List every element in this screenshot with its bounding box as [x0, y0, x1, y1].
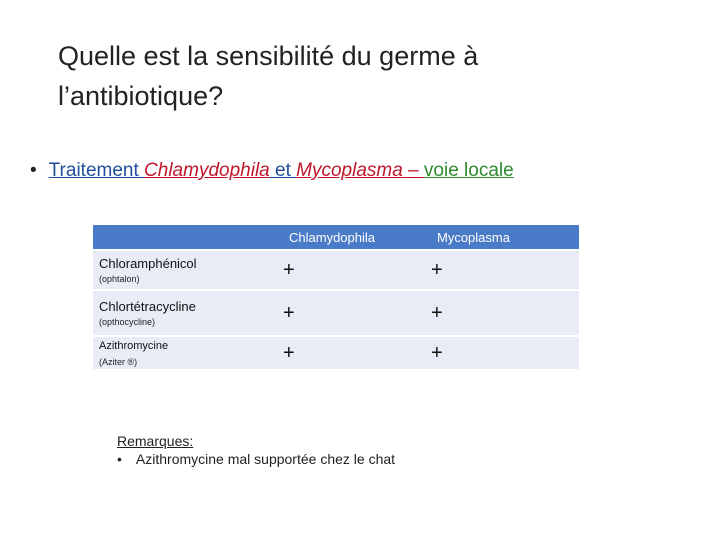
remarks-heading: Remarques: [117, 433, 194, 449]
header-cell-empty [93, 225, 283, 250]
remarks-item-text: Azithromycine mal supportée chez le chat [135, 451, 396, 467]
treatment-bullet [30, 160, 514, 182]
drug-cell [93, 290, 283, 336]
bullet-text-traitement: Traitement [48, 160, 145, 181]
table-row [93, 250, 579, 290]
drug-brand: (opthocycline) [99, 316, 156, 327]
mycoplasma-result: + [431, 336, 579, 369]
bullet-dot: • [30, 160, 37, 181]
drug-name: Azithromycine [99, 339, 169, 352]
header-cell-chlamydophila: Chlamydophila [283, 225, 431, 250]
chlamydophila-result: + [283, 336, 431, 369]
mycoplasma-result: + [431, 250, 579, 290]
drug-cell [93, 336, 283, 369]
bullet-text-et: et [269, 160, 297, 181]
drug-name: Chloramphénicol [99, 255, 197, 271]
drug-brand: (Aziter ®) [99, 356, 138, 367]
drug-cell [93, 250, 283, 290]
remarks-block [117, 432, 395, 468]
table-row [93, 336, 579, 369]
bullet-text-voie-locale: voie locale [423, 160, 514, 181]
remarks-item [117, 450, 395, 468]
slide-title: Quelle est la sensibilité du germe à l’antibiotique? [58, 41, 479, 111]
mycoplasma-result: + [431, 290, 579, 336]
chlamydophila-result: + [283, 290, 431, 336]
table-header-row [93, 225, 579, 250]
chlamydophila-result: + [283, 250, 431, 290]
drug-brand: (ophtalon) [99, 273, 140, 284]
table-row [93, 290, 579, 336]
bullet-text-chlamydophila: Chlamydophila [144, 160, 270, 181]
bullet-dot: • [117, 451, 122, 467]
drug-name: Chlortétracycline [99, 298, 196, 314]
bullet-text-dash: – [402, 160, 424, 181]
sensitivity-table [93, 225, 579, 369]
bullet-text-mycoplasma: Mycoplasma [296, 160, 403, 181]
header-cell-mycoplasma: Mycoplasma [431, 225, 579, 250]
